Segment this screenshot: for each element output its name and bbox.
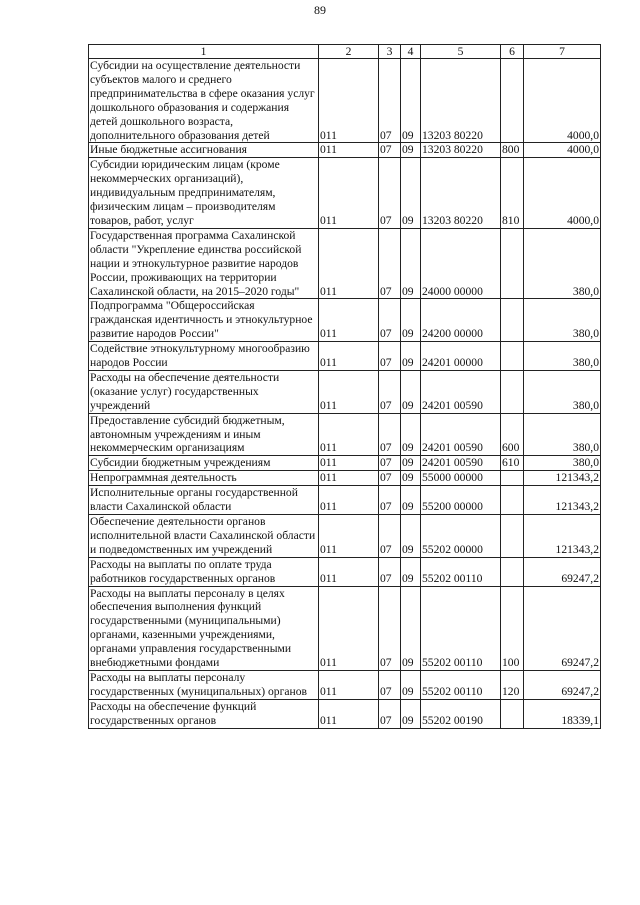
row-expense-type [501,486,524,515]
row-amount: 4000,0 [524,59,601,143]
row-target-code: 24000 00000 [421,228,501,299]
row-section-code: 07 [379,586,401,670]
row-section-code: 07 [379,143,401,158]
row-target-code: 24201 00000 [421,342,501,371]
header-cell-1: 1 [89,45,319,59]
row-target-code: 24200 00000 [421,299,501,342]
row-ministry-code: 011 [319,471,379,486]
row-section-code: 07 [379,699,401,728]
table-row [89,557,601,586]
row-ministry-code: 011 [319,557,379,586]
table-row [89,299,601,342]
row-expense-type [501,370,524,413]
row-expense-type [501,699,524,728]
row-name: Расходы на обеспечение деятельности (оказание услуг) государственных учреждений [89,370,319,413]
row-subsection-code: 09 [401,342,421,371]
table-row [89,143,601,158]
row-target-code: 55202 00000 [421,515,501,558]
row-target-code: 24201 00590 [421,413,501,456]
row-amount: 4000,0 [524,143,601,158]
row-ministry-code: 011 [319,456,379,471]
table-row [89,456,601,471]
row-section-code: 07 [379,370,401,413]
header-cell-4: 4 [401,45,421,59]
row-subsection-code: 09 [401,228,421,299]
row-amount: 380,0 [524,299,601,342]
row-expense-type [501,228,524,299]
row-section-code: 07 [379,471,401,486]
header-cell-5: 5 [421,45,501,59]
row-ministry-code: 011 [319,228,379,299]
table-row [89,370,601,413]
header-cell-7: 7 [524,45,601,59]
row-expense-type [501,59,524,143]
row-target-code: 24201 00590 [421,456,501,471]
row-name: Обеспечение деятельности органов исполнительной власти Сахалинской области и подведомственных им учреждений [89,515,319,558]
table-row [89,342,601,371]
row-subsection-code: 09 [401,456,421,471]
row-amount: 380,0 [524,342,601,371]
row-amount: 380,0 [524,228,601,299]
row-section-code: 07 [379,342,401,371]
budget-table [88,44,601,729]
table-row [89,471,601,486]
row-target-code: 13203 80220 [421,143,501,158]
table-row [89,486,601,515]
row-name: Государственная программа Сахалинской области "Укрепление единства российской нации и этнокультурное развитие народов России, проживающих на территории Сахалинской области, на 2015–2020 годы" [89,228,319,299]
header-row [89,45,601,59]
row-subsection-code: 09 [401,158,421,229]
row-section-code: 07 [379,299,401,342]
row-name: Субсидии юридическим лицам (кроме некоммерческих организаций), индивидуальным предпринимателям, физическим лицам – производителям товаров, работ, услуг [89,158,319,229]
row-expense-type [501,557,524,586]
row-name: Содействие этнокультурному многообразию народов России [89,342,319,371]
row-name: Субсидии на осуществление деятельности субъектов малого и среднего предпринимательства в сфере оказания услуг дошкольного образования и содержания детей дошкольного возраста, дополнительного образования детей [89,59,319,143]
row-section-code: 07 [379,59,401,143]
row-expense-type: 800 [501,143,524,158]
row-expense-type: 600 [501,413,524,456]
page-number: 89 [314,3,326,17]
row-expense-type: 120 [501,670,524,699]
row-ministry-code: 011 [319,59,379,143]
row-ministry-code: 011 [319,158,379,229]
row-ministry-code: 011 [319,370,379,413]
row-subsection-code: 09 [401,370,421,413]
row-subsection-code: 09 [401,670,421,699]
row-subsection-code: 09 [401,486,421,515]
row-target-code: 55000 00000 [421,471,501,486]
header-cell-3: 3 [379,45,401,59]
row-subsection-code: 09 [401,413,421,456]
row-amount: 380,0 [524,456,601,471]
row-section-code: 07 [379,456,401,471]
row-expense-type [501,342,524,371]
table-row [89,158,601,229]
row-target-code: 55202 00190 [421,699,501,728]
row-expense-type [501,299,524,342]
row-ministry-code: 011 [319,699,379,728]
row-amount: 121343,2 [524,471,601,486]
row-name: Субсидии бюджетным учреждениям [89,456,319,471]
row-expense-type [501,471,524,486]
row-amount: 4000,0 [524,158,601,229]
row-subsection-code: 09 [401,471,421,486]
row-amount: 380,0 [524,413,601,456]
row-expense-type [501,515,524,558]
row-expense-type: 810 [501,158,524,229]
table-row [89,670,601,699]
row-section-code: 07 [379,670,401,699]
row-amount: 380,0 [524,370,601,413]
header-cell-2: 2 [319,45,379,59]
row-subsection-code: 09 [401,699,421,728]
row-amount: 69247,2 [524,586,601,670]
table-row [89,586,601,670]
row-expense-type: 610 [501,456,524,471]
row-subsection-code: 09 [401,59,421,143]
row-name: Исполнительные органы государственной власти Сахалинской области [89,486,319,515]
row-name: Непрограммная деятельность [89,471,319,486]
row-target-code: 55202 00110 [421,557,501,586]
row-target-code: 55202 00110 [421,586,501,670]
row-subsection-code: 09 [401,143,421,158]
row-target-code: 13203 80220 [421,158,501,229]
row-target-code: 13203 80220 [421,59,501,143]
row-name: Подпрограмма "Общероссийская гражданская идентичность и этнокультурное развитие народов России" [89,299,319,342]
table-row [89,59,601,143]
row-section-code: 07 [379,413,401,456]
row-ministry-code: 011 [319,486,379,515]
row-name: Расходы на выплаты персоналу в целях обеспечения выполнения функций государственными (муниципальными) органами, казенными учреждениями, органами управления государственными внебюджетными фондами [89,586,319,670]
row-ministry-code: 011 [319,342,379,371]
row-name: Расходы на выплаты персоналу государственных (муниципальных) органов [89,670,319,699]
row-amount: 121343,2 [524,486,601,515]
row-section-code: 07 [379,486,401,515]
row-ministry-code: 011 [319,143,379,158]
row-subsection-code: 09 [401,557,421,586]
row-amount: 18339,1 [524,699,601,728]
row-ministry-code: 011 [319,586,379,670]
table-row [89,413,601,456]
row-ministry-code: 011 [319,299,379,342]
row-ministry-code: 011 [319,515,379,558]
row-amount: 69247,2 [524,557,601,586]
row-amount: 69247,2 [524,670,601,699]
row-section-code: 07 [379,228,401,299]
row-name: Предоставление субсидий бюджетным, автономным учреждениям и иным некоммерческим организациям [89,413,319,456]
row-name: Иные бюджетные ассигнования [89,143,319,158]
row-ministry-code: 011 [319,670,379,699]
row-target-code: 55200 00000 [421,486,501,515]
row-amount: 121343,2 [524,515,601,558]
row-expense-type: 100 [501,586,524,670]
header-cell-6: 6 [501,45,524,59]
row-section-code: 07 [379,158,401,229]
table-row [89,228,601,299]
row-section-code: 07 [379,557,401,586]
row-subsection-code: 09 [401,515,421,558]
row-section-code: 07 [379,515,401,558]
row-target-code: 24201 00590 [421,370,501,413]
table-row [89,699,601,728]
table-row [89,515,601,558]
row-subsection-code: 09 [401,586,421,670]
row-name: Расходы на обеспечение функций государственных органов [89,699,319,728]
row-name: Расходы на выплаты по оплате труда работников государственных органов [89,557,319,586]
row-subsection-code: 09 [401,299,421,342]
row-target-code: 55202 00110 [421,670,501,699]
row-ministry-code: 011 [319,413,379,456]
